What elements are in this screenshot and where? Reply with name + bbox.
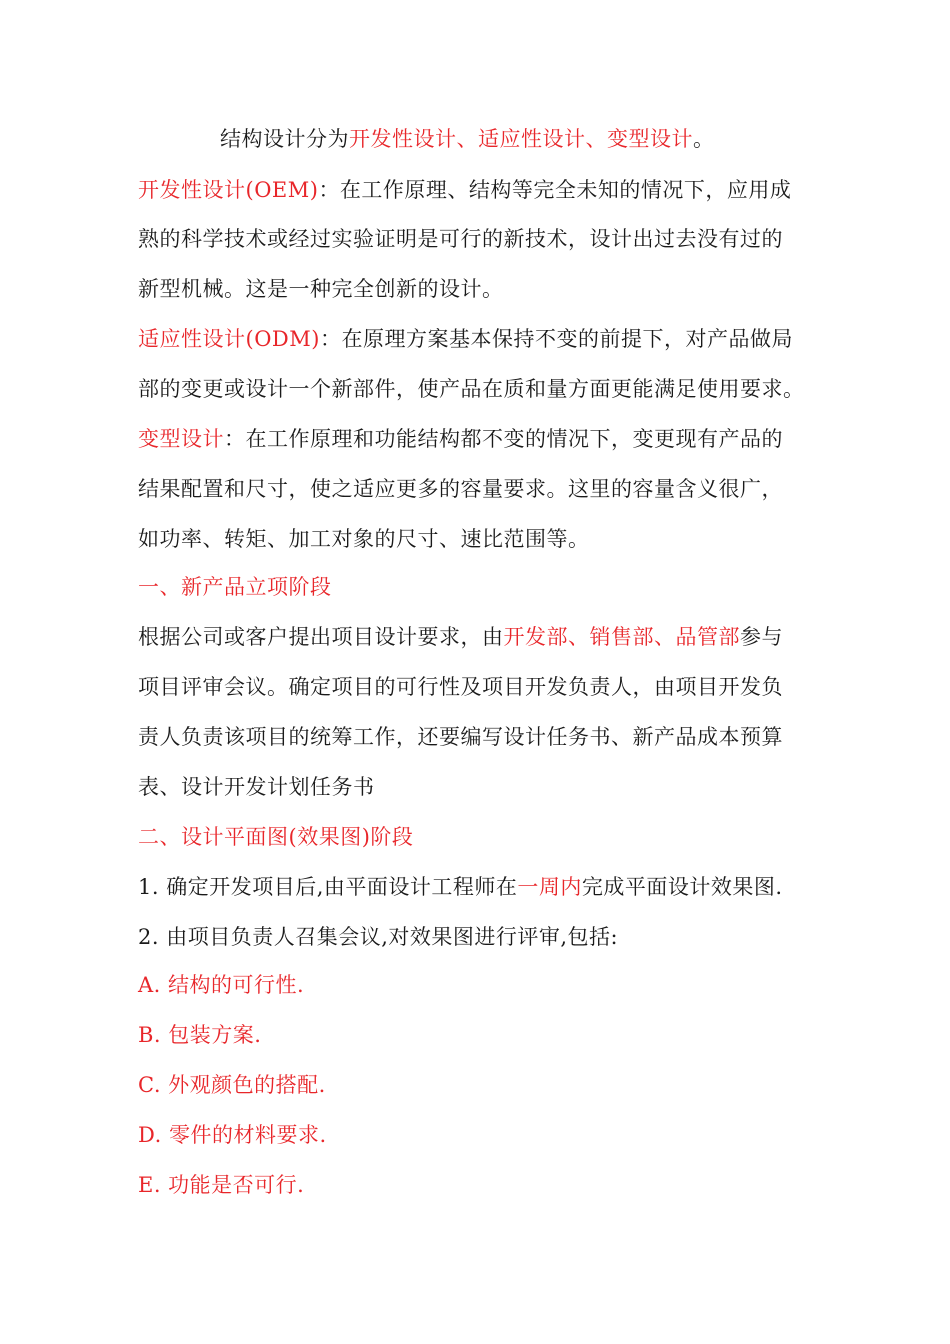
text-line (138, 773, 375, 801)
text-line (138, 525, 590, 553)
body-text: 新型机械。这是一种完全创新的设计。 (138, 277, 504, 301)
body-text: 2. 由项目负责人召集会议,对效果图进行评审,包括: (138, 925, 619, 949)
body-text: 。 (693, 127, 715, 151)
text-line (138, 425, 783, 453)
text-line (138, 623, 783, 651)
body-text: 部的变更或设计一个新部件，使产品在质和量方面更能满足使用要求。 (138, 377, 805, 401)
highlighted-text: 变型设计 (138, 427, 224, 451)
highlighted-text: 二、设计平面图(效果图)阶段 (138, 825, 414, 849)
body-text: 如功率、转矩、加工对象的尺寸、速比范围等。 (138, 527, 590, 551)
text-line (138, 573, 332, 601)
body-text: 结果配置和尺寸，使之适应更多的容量要求。这里的容量含义很广， (138, 477, 783, 501)
highlighted-text: 开发性设计(OEM) (138, 178, 319, 202)
text-line (138, 873, 783, 901)
body-text: 完成平面设计效果图. (581, 875, 783, 899)
body-text: 项目评审会议。确定项目的可行性及项目开发负责人，由项目开发负 (138, 675, 783, 699)
highlighted-text: 开发性设计、适应性设计、变型设计 (349, 127, 693, 151)
highlighted-text: 一周内 (517, 875, 582, 899)
text-line (138, 1071, 326, 1099)
highlighted-text: E. 功能是否可行. (138, 1173, 305, 1197)
text-line (138, 225, 783, 253)
text-line (138, 923, 618, 951)
body-text: 责人负责该项目的统筹工作，还要编写设计任务书、新产品成本预算 (138, 725, 783, 749)
text-line (138, 176, 791, 204)
body-text: 结构设计分为 (220, 127, 349, 151)
text-line (138, 1121, 327, 1149)
text-line (138, 673, 783, 701)
body-text: 参与 (740, 625, 783, 649)
text-line (138, 375, 805, 403)
text-line (138, 723, 783, 751)
highlighted-text: A. 结构的可行性. (138, 973, 305, 997)
text-line (138, 1171, 304, 1199)
body-text: ：在工作原理、结构等完全未知的情况下，应用成 (318, 178, 792, 202)
body-text: ：在工作原理和功能结构都不变的情况下，变更现有产品的 (224, 427, 783, 451)
body-text: 表、设计开发计划任务书 (138, 775, 375, 799)
text-line (138, 275, 504, 303)
highlighted-text: 一、新产品立项阶段 (138, 575, 332, 599)
text-line (138, 475, 783, 503)
highlighted-text: C. 外观颜色的搭配. (138, 1073, 326, 1097)
text-line (138, 823, 413, 851)
text-line (220, 125, 715, 153)
highlighted-text: 适应性设计(ODM) (138, 327, 320, 351)
body-text: 根据公司或客户提出项目设计要求，由 (138, 625, 504, 649)
text-line (138, 325, 793, 353)
highlighted-text: B. 包装方案. (138, 1023, 262, 1047)
text-line (138, 971, 304, 999)
highlighted-text: 开发部、销售部、品管部 (503, 625, 740, 649)
body-text: 熟的科学技术或经过实验证明是可行的新技术，设计出过去没有过的 (138, 227, 783, 251)
highlighted-text: D. 零件的材料要求. (138, 1123, 327, 1147)
text-line (138, 1021, 261, 1049)
body-text: 1. 确定开发项目后,由平面设计工程师在 (138, 875, 518, 899)
body-text: ：在原理方案基本保持不变的前提下，对产品做局 (319, 327, 793, 351)
